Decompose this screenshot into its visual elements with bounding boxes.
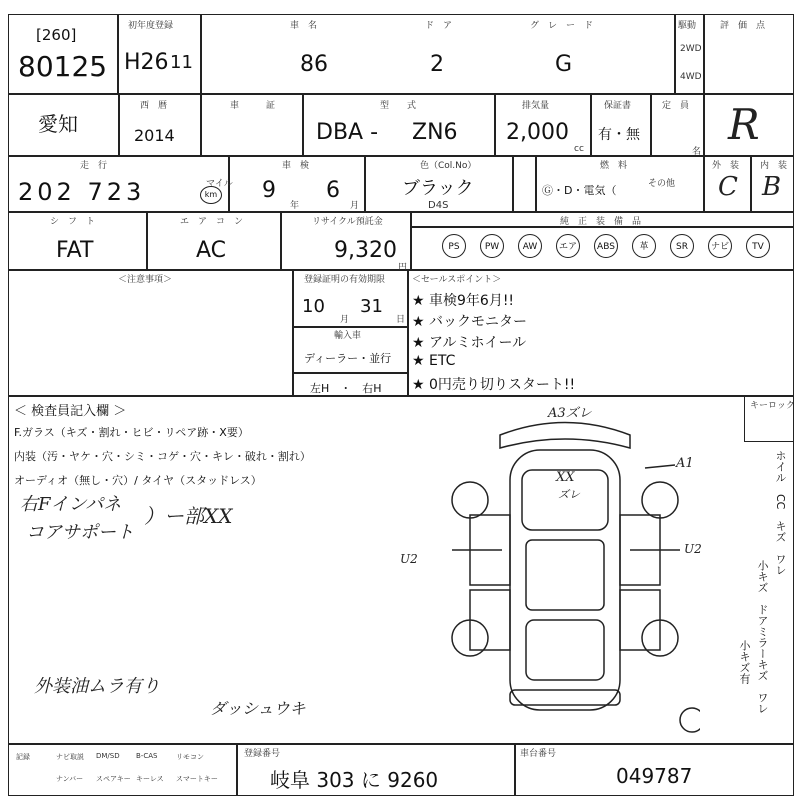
ff-label: F.ガラス（キズ・割れ・ヒビ・リペア跡・X要） [14, 426, 249, 439]
bottom-label: スペアキー [96, 775, 131, 783]
sales-point: ★ 0円売り切りスタート!! [412, 377, 576, 393]
interior-defects-label: 内装（汚・ヤケ・穴・シミ・コゲ・穴・キレ・破れ・割れ） [14, 450, 311, 463]
right-side-text-2: 小キズ ドアミラーキズ ワレ [756, 560, 769, 714]
sales-point: ★ アルミホイール [412, 335, 527, 351]
displacement-value: 2,000 [506, 120, 569, 145]
note-line3: ）ー部XX [144, 504, 233, 528]
mark-a3: A3ズレ [548, 406, 592, 421]
right-side-text-3: 小キズ有 [738, 640, 751, 684]
right-side-text: ホイル CC キズ ワレ [774, 450, 787, 576]
lot-number: 80125 [18, 50, 108, 83]
first-reg-value: H26 [124, 50, 169, 75]
mileage-value: 202 723 [18, 178, 146, 206]
bottom-label: B-CAS [136, 752, 158, 760]
people-unit: 名 [692, 147, 702, 157]
equipment-item: AW [518, 234, 542, 258]
audio-label: オーディオ（無し・穴）/ タイヤ（スタッドレス） [14, 474, 262, 487]
dealer-label: ディーラー・並行 [304, 352, 392, 365]
sales-point: ★ バックモニター [412, 314, 528, 330]
doors-value: 2 [430, 52, 444, 77]
ownership-day-unit: 日 [396, 315, 406, 325]
equipment-item: SR [670, 234, 694, 258]
note-bottom1: 外装油ムラ有り [34, 676, 160, 697]
bottom-label: DM/SD [96, 752, 120, 760]
keylock-label: キーロック [750, 401, 795, 411]
displacement-label: 排気量 [522, 101, 550, 111]
inspection-year: 9 [262, 178, 276, 203]
mark-u2-left: U2 [400, 552, 418, 566]
car-diagram [430, 410, 700, 740]
inspection-year-unit: 年 [290, 201, 300, 211]
import-label: 輸入車 [334, 331, 362, 341]
chassis-value: 049787 [616, 764, 693, 788]
score-handwritten: R [728, 100, 760, 149]
model-year-value: 2014 [134, 126, 175, 145]
inspection-label: 車 検 [282, 161, 310, 171]
lot-code: [260] [36, 26, 77, 44]
warranty-label: 保証書 [604, 101, 632, 111]
drive-label: 駆動 [678, 21, 697, 31]
shift-label: シ フ ト [50, 217, 96, 227]
model-code: ZN6 [412, 120, 458, 145]
fuel-value: Ⓖ・D・電気（ [542, 184, 617, 197]
prefecture: 愛知 [38, 112, 78, 136]
yen-unit: 円 [398, 263, 408, 273]
recycle-label: リサイクル預託金 [312, 217, 383, 227]
doors-label: ド ア [425, 21, 453, 31]
bottom-label: スマートキー [176, 775, 218, 783]
color-label: 色（Col.No） [420, 161, 477, 171]
plate-value: 岐阜 303 に 9260 [270, 768, 439, 792]
bottom-label: ナンバー [56, 775, 84, 783]
model-label: 型 式 [380, 101, 417, 111]
color-code: D4S [428, 200, 449, 211]
sales-points-label: ＜セールスポイント＞ [412, 275, 502, 285]
color-value: ブラック [402, 178, 474, 199]
notes-box [8, 270, 794, 396]
chassis-label: 車台番号 [520, 749, 557, 759]
sales-point: ★ ETC [412, 353, 456, 369]
note-line1: 右Fインパネ [20, 494, 122, 515]
equipment-item: TV [746, 234, 770, 258]
km-unit: km [200, 186, 222, 204]
interior-handwritten: B [762, 172, 782, 202]
mileage-label: 走 行 [80, 161, 108, 171]
recycle-value: 9,320 [334, 238, 397, 263]
ownership-month: 10 [302, 296, 325, 317]
aircon-label: エ ア コ ン [180, 217, 244, 227]
exterior-label: 外 装 [712, 161, 740, 171]
cc-unit: cc [574, 144, 584, 154]
ownership-day: 31 [360, 296, 383, 317]
plate-label: 登録番号 [244, 749, 281, 759]
notes-label: ＜注意事項＞ [118, 275, 173, 285]
note-line2: コアサポート [26, 522, 134, 543]
mark-xx: XX [556, 470, 575, 485]
equipment-label: 純 正 装 備 品 [560, 217, 642, 227]
hand-label: 左H ・ 右H [310, 382, 382, 395]
first-reg-month: 11 [170, 52, 193, 73]
mark-a1: A1 [676, 456, 694, 471]
equipment-item: PW [480, 234, 504, 258]
equipment-item: ABS [594, 234, 618, 258]
mile-unit: マイル [206, 179, 233, 189]
interior-label: 内 装 [760, 161, 788, 171]
equipment-item: ナビ [708, 234, 732, 258]
inspection-month: 6 [326, 178, 340, 203]
note-bottom2: ダッシュウキ [210, 699, 306, 718]
model-year-label: 西 暦 [140, 101, 168, 111]
mark-zure: ズレ [558, 488, 580, 501]
model-prefix: DBA - [316, 120, 379, 145]
shift-value: FAT [56, 238, 94, 263]
sales-point: ★ 車検9年6月!! [412, 293, 515, 309]
bottom-label: 記録 [16, 753, 30, 761]
fuel-other: その他 [648, 179, 676, 189]
capacity-label: 定 員 [662, 101, 690, 111]
bottom-label: キーレス [136, 775, 164, 783]
car-name-value: 86 [300, 52, 328, 77]
ownership-label: 登録証明の有効期限 [304, 275, 386, 285]
grade-label: グ レ ー ド [530, 21, 594, 31]
car-name-label: 車 名 [290, 21, 318, 31]
warranty-value: 有・無 [598, 127, 640, 143]
inspector-label: ＜ 検査員記入欄 ＞ [14, 404, 127, 419]
fuel-label: 燃 料 [600, 161, 628, 171]
score-label: 評 価 点 [720, 21, 766, 31]
ownership-month-unit: 月 [340, 315, 350, 325]
equipment-item: PS [442, 234, 466, 258]
certificate-label: 車 証 [230, 101, 276, 111]
first-reg-label: 初年度登録 [128, 21, 174, 31]
inspection-month-unit: 月 [350, 201, 360, 211]
aircon-value: AC [196, 238, 227, 263]
drive-2wd: 2WD [680, 44, 702, 54]
equipment-item: 革 [632, 234, 656, 258]
equipment-item: エア [556, 234, 580, 258]
grade-value: G [555, 52, 573, 77]
drive-4wd: 4WD [680, 72, 702, 82]
exterior-handwritten: C [718, 172, 738, 202]
bottom-label: ナビ取説 [56, 753, 84, 761]
mark-u2-right: U2 [684, 542, 702, 556]
bottom-label: リモコン [176, 753, 204, 761]
